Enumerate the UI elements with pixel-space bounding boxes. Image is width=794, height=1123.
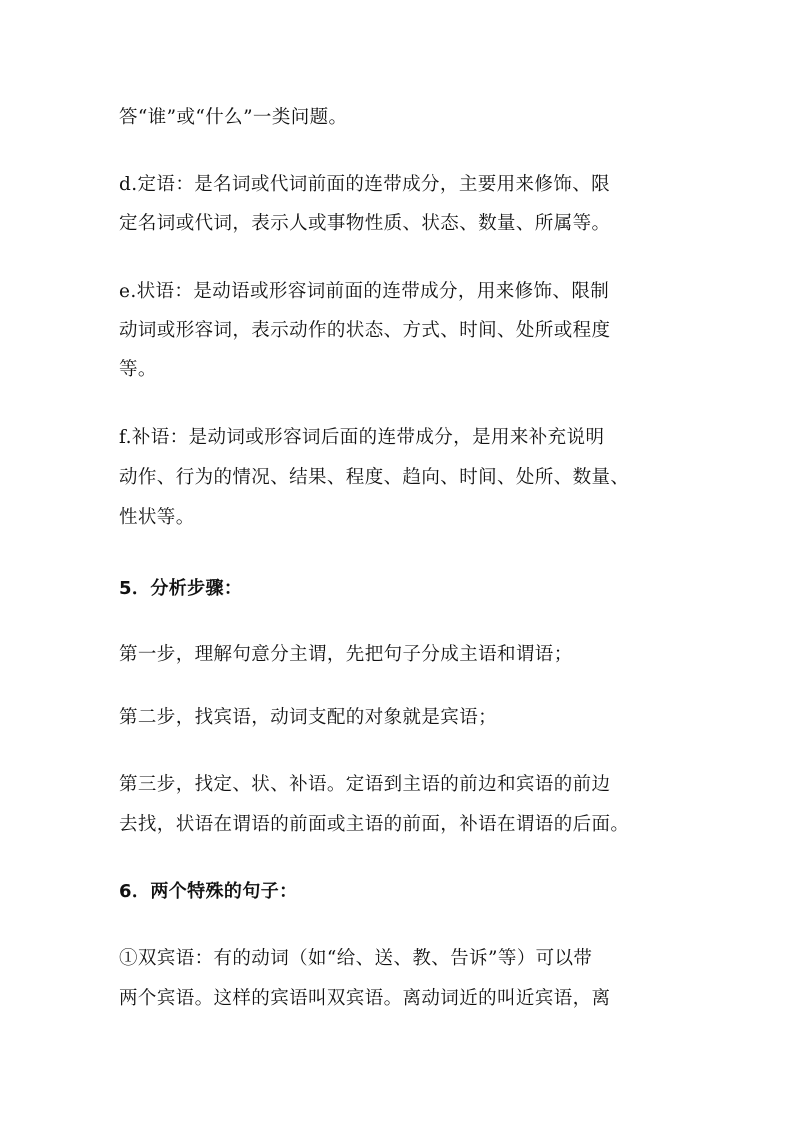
- text-line: 去找，状语在谓语的前面或主语的前面，补语在谓语的后面。: [119, 814, 630, 835]
- section-heading: 6．两个特殊的句子：: [119, 881, 298, 902]
- section-heading: 5．分析步骤：: [119, 578, 243, 599]
- text-line: 定名词或代词，表示人或事物性质、状态、数量、所属等。: [119, 213, 611, 234]
- text-line: 动词或形容词，表示动作的状态、方式、时间、处所或程度: [119, 320, 611, 341]
- text-line: f.补语：是动词或形容词后面的连带成分，是用来补充说明: [119, 427, 605, 448]
- text-line: 等。: [119, 359, 157, 380]
- text-line: 动作、行为的情况、结果、程度、趋向、时间、处所、数量、: [119, 467, 630, 488]
- text-line: 性状等。: [119, 507, 195, 528]
- text-line: 第一步，理解句意分主谓，先把句子分成主语和谓语；: [119, 644, 573, 665]
- text-line: d.定语：是名词或代词前面的连带成分，主要用来修饰、限: [119, 174, 611, 195]
- text-line: ①双宾语：有的动词（如“给、送、教、告诉”等）可以带: [119, 948, 593, 969]
- text-line: 第二步，找宾语，动词支配的对象就是宾语；: [119, 707, 498, 728]
- text-line: 第三步，找定、状、补语。定语到主语的前边和宾语的前边: [119, 774, 611, 795]
- text-line: 答“谁”或“什么”一类问题。: [119, 107, 348, 128]
- text-line: e.状语：是动语或形容词前面的连带成分，用来修饰、限制: [119, 281, 610, 302]
- text-line: 两个宾语。这样的宾语叫双宾语。离动词近的叫近宾语，离: [119, 988, 611, 1009]
